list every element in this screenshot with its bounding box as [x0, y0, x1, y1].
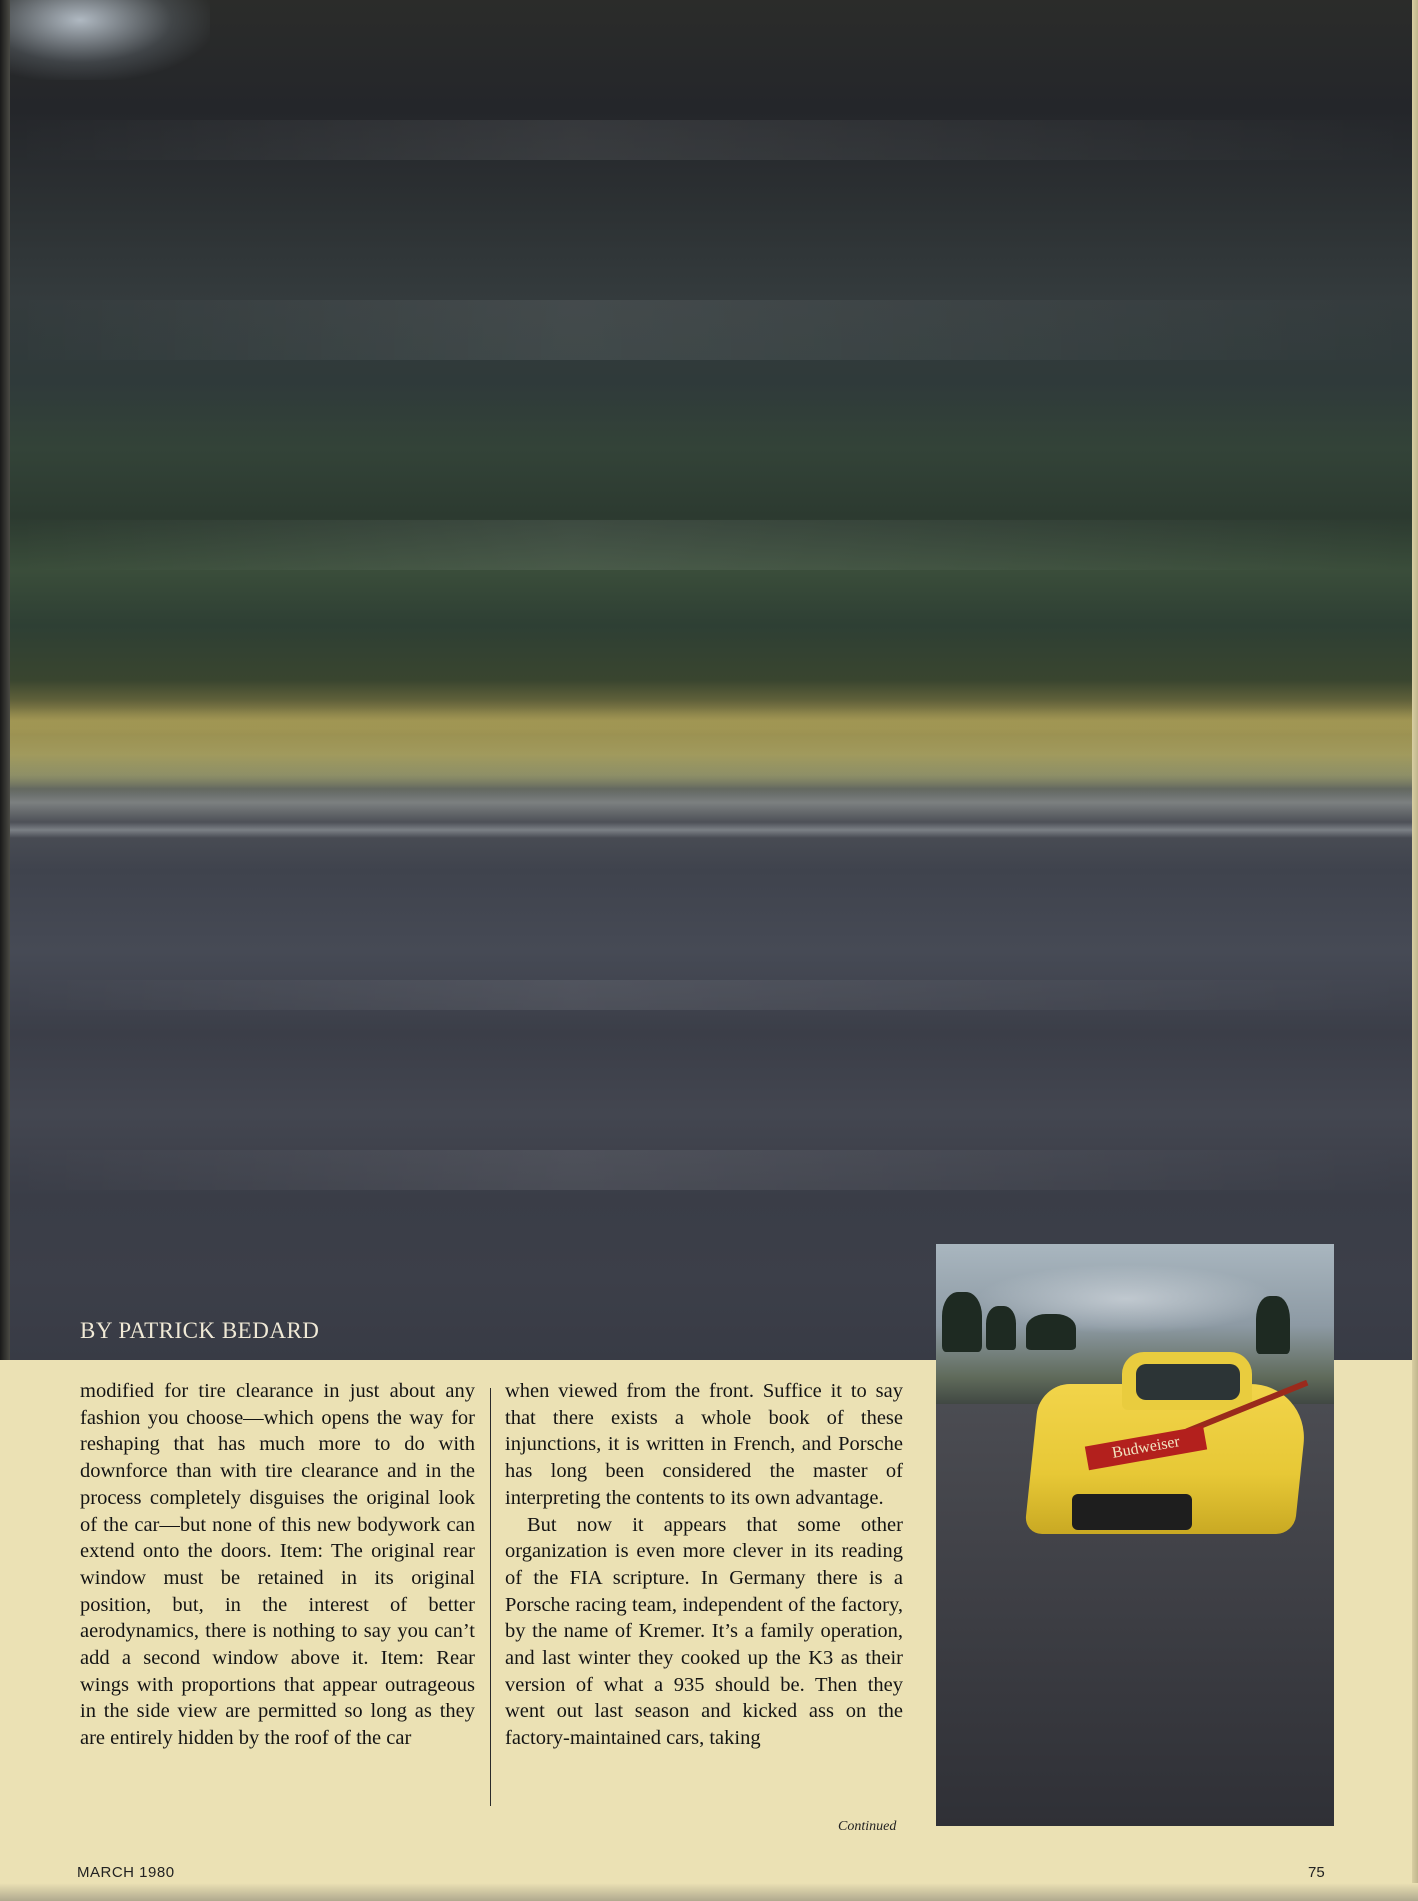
column-rule — [490, 1388, 491, 1806]
hero-motion-photo — [10, 0, 1418, 1360]
page-edge — [0, 1883, 1418, 1901]
car-windshield — [1136, 1364, 1240, 1400]
hero-yellow-band — [10, 700, 1418, 795]
hero-road-line — [10, 822, 1418, 838]
inset-race-car-photo — [936, 1244, 1334, 1826]
article-paragraph: But now it appears that some other organization is even more clever in its reading of the FIA scripture. In Germany there is a Porsche racing team, independent of the factory, by the name of Kremer. It’s a family operation, and last winter they cooked up the K3 as their version of what a 935 should be. Then they went out last season and kicked ass on the factory-maintained cars, taking — [505, 1513, 903, 1750]
hero-light-glow — [10, 0, 210, 80]
article-column-1 — [80, 1378, 475, 1752]
porsche-race-car — [1032, 1344, 1312, 1554]
article-column-2 — [505, 1378, 903, 1752]
car-grille — [1072, 1494, 1192, 1530]
issue-date: MARCH 1980 — [77, 1864, 175, 1881]
page-number: 75 — [1308, 1864, 1325, 1881]
hero-blur-streak — [10, 520, 1418, 570]
byline: BY PATRICK BEDARD — [80, 1318, 320, 1343]
hero-blur-streak — [10, 300, 1418, 360]
car-sponsor-decal: Budweiser — [1085, 1426, 1207, 1470]
inset-tree — [942, 1292, 982, 1352]
page-edge — [1412, 0, 1418, 1901]
hero-blur-streak — [10, 980, 1418, 1010]
inset-cloud — [976, 1264, 1276, 1334]
hero-blur-streak — [10, 1150, 1418, 1190]
continued-note: Continued — [838, 1819, 897, 1834]
article-paragraph: modified for tire clearance in just about any fashion you choose—which opens the way for reshaping that has much more to do with downforce than with tire clearance and in the process completely disguises the original look of the car—but none of this new bodywork can extend onto the doors. Item: The original rear window must be retained in its original position, but, in the interest of better aerodynamics, there is nothing to say you can’t add a second window above it. Item: Rear wings with proportions that appear outrageous in the side view are permitted so long as they are entirely hidden by the roof of the car — [80, 1380, 475, 1750]
binding-edge — [0, 0, 10, 1360]
article-paragraph: when viewed from the front. Suffice it to say that there exists a whole book of these injunctions, it is written in French, and Porsche has long been considered the master of interpreting the contents to its own advantage. — [505, 1380, 903, 1509]
hero-blur-streak — [10, 120, 1418, 160]
inset-tree — [986, 1306, 1016, 1350]
